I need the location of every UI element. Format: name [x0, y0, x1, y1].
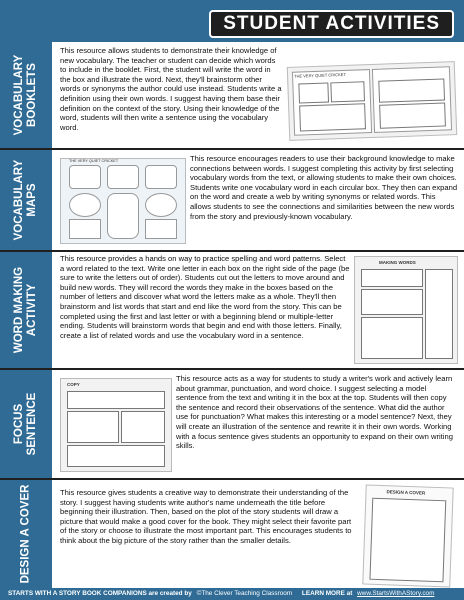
tab-label [13, 55, 39, 136]
footer-brand: STARTS WITH A STORY BOOK COMPANIONS are created by [8, 590, 192, 597]
word-making-preview-caption: MAKING WORDS [379, 260, 416, 265]
footer-bar [0, 588, 464, 600]
tab-label [13, 393, 39, 456]
tab-label [13, 267, 39, 353]
footer-learn: LEARN MORE at [301, 590, 353, 597]
vocabulary-map-preview-caption: THE VERY QUIET CRICKET [69, 159, 119, 163]
section-focus-sentence [0, 370, 464, 478]
tab-focus-sentence [0, 370, 52, 478]
section-description: This resource allows students to demonstrate their knowledge of new vocabulary. The teacher or student can decide which words to include in the booklet. First, the student will write the word in the box and illustrate the word. Next, they'll brainstorm other words or synonyms the author could use instead. Students write a definition using their own words. I suggest having them base their definition on the context of the story. Using their knowledge of the word, students will then write a sentence using the vocabulary word. [60, 46, 282, 132]
tab-vocabulary-maps [0, 150, 52, 250]
tab-vocabulary-booklets [0, 42, 52, 148]
tab-label-line: VOCABULARY [13, 54, 25, 136]
focus-sentence-preview-caption: COPY [67, 382, 80, 387]
tab-label-line: VOCABULARY [13, 159, 25, 241]
section-word-making [0, 252, 464, 368]
section-design-a-cover [0, 480, 464, 588]
tab-design-a-cover [0, 480, 52, 588]
section-description: This resource provides a hands on way to practice spelling and word patterns. Select a word related to the text. Write one letter in each box on the right side of the page (be sure to write the letters out of order). Students cut out the letters to move around and build new words. They will record the words they make in the boxes based on the number of letters and discover what word the letters make as a whole. They'll then brainstorm and list words that start and end like the word from the story. This can be completed using the first and last letter or with a beginning blend or multiple-letter ending. Students will brainstorm words that begin and end with those letters. Finally, create a list of related words and use the vocabulary word in a sentence. [60, 254, 350, 340]
section-vocabulary-maps [0, 150, 464, 250]
tab-label-line: WORD MAKING [13, 266, 25, 354]
tab-label-line: FOCUS [13, 403, 25, 445]
booklet-preview-image [287, 61, 457, 141]
tab-label [13, 160, 39, 241]
section-description: This resource encourages readers to use their background knowledge to make connections between words. I suggest completing this activity by first selecting vocabulary words from the text, or allowing students to make their own choices. Students write one vocabulary word in each circular box. They then can expand on the word and create a web by writing synonyms or related words. This allows students to see the connections and similarities between the new words from the story and previously-known vocabulary. [190, 154, 458, 221]
footer-credit: ©The Clever Teaching Classroom [196, 590, 293, 597]
cover-preview-caption: DESIGN A COVER [386, 489, 426, 496]
header-bar [0, 0, 464, 42]
tab-label-line: MAPS [26, 183, 38, 217]
section-description: This resource gives students a creative way to demonstrate their understanding of the story. I suggest having students write author's name underneath the title before beginning their illustration. Then, based on the plot of the story students will draw a picture that would make a good cover for the book. They might select their favorite part of the story or choose to illustrate the most important part. This encourages students to think about the big picture of the story rather than the smaller details. [60, 488, 352, 545]
tab-label [20, 485, 33, 584]
page-title: STUDENT ACTIVITIES [209, 10, 454, 38]
section-description: This resource acts as a way for students to study a writer's work and actively learn about grammar, punctuation, and word choice. I suggest selecting a model sentence from the text and writing it in the box at the top. Students will then copy the sentence and record their observations of the sentence. What did the author use for punctuation? What makes this interesting or a model sentence? Next, they will create an illustration of the sentence and rewrite it in their own words. Working with a focus sentence gives students an opportunity to expand on their own writing skills. [176, 374, 453, 451]
booklet-preview-caption: THE VERY QUIET CRICKET [293, 71, 346, 79]
word-making-preview-image [354, 256, 458, 364]
tab-label-line: ACTIVITY [26, 283, 38, 337]
cover-preview-image [362, 484, 453, 587]
focus-sentence-preview-image [60, 378, 172, 472]
vocabulary-map-preview-image [60, 158, 186, 244]
tab-label-line: SENTENCE [26, 392, 38, 456]
section-vocabulary-booklets [0, 42, 464, 148]
tab-label-line: BOOKLETS [26, 63, 38, 127]
footer-url-link[interactable]: www.StartsWithAStory.com [357, 590, 435, 597]
tab-label-line: DESIGN A COVER [19, 484, 32, 584]
tab-word-making [0, 252, 52, 368]
